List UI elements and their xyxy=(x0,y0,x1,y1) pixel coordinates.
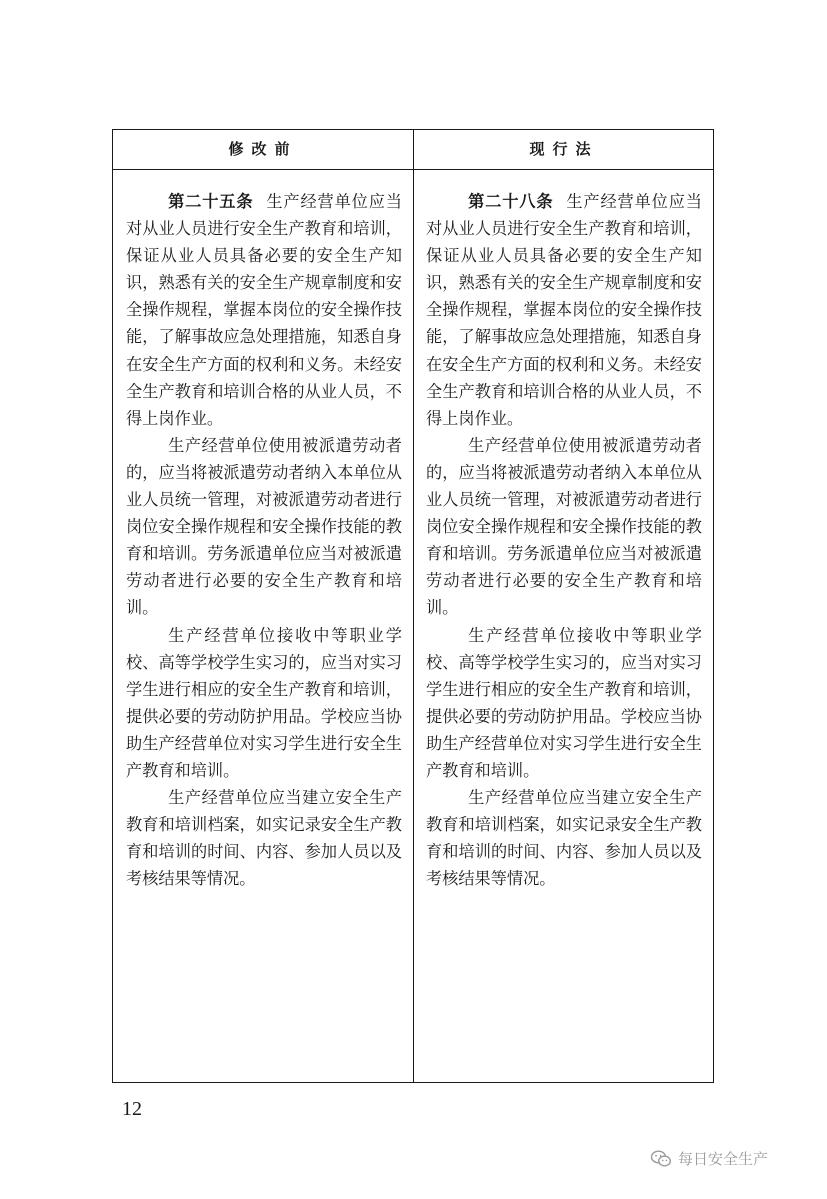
paragraph-text: 生产经营单位应当对从业人员进行安全生产教育和培训，保证从业人员具备必要的安全生产知识，熟悉有关的安全生产规章制度和安全操作规程，掌握本岗位的安全操作技能，了解事故应急处理措施，知悉自身在安全生产方面的权利和义务。未经安全生产教育和培训合格的从业人员，不得上岗作业。 xyxy=(426,192,702,428)
paragraph-4: 生产经营单位应当建立安全生产教育和培训档案，如实记录安全生产教育和培训的时间、内容、参加人员以及考核结果等情况。 xyxy=(126,788,402,889)
article-number: 第二十八条 xyxy=(468,192,554,211)
column-current-law xyxy=(426,188,702,892)
column-before-revision xyxy=(126,188,402,892)
paragraph-text: 生产经营单位应当对从业人员进行安全生产教育和培训，保证从业人员具备必要的安全生产知识，熟悉有关的安全生产规章制度和安全操作规程，掌握本岗位的安全操作技能，了解事故应急处理措施，知悉自身在安全生产方面的权利和义务。未经安全生产教育和培训合格的从业人员，不得上岗作业。 xyxy=(126,192,402,428)
wechat-icon xyxy=(650,1149,672,1169)
watermark xyxy=(650,1148,768,1169)
comparison-table xyxy=(112,129,714,1083)
article-number: 第二十五条 xyxy=(168,192,254,211)
page-number: 12 xyxy=(122,1098,142,1120)
paragraph-2: 生产经营单位使用被派遣劳动者的，应当将被派遣劳动者纳入本单位从业人员统一管理，对被派遣劳动者进行岗位安全操作规程和安全操作技能的教育和培训。劳务派遣单位应当对被派遣劳动者进行必要的安全生产教育和培训。 xyxy=(126,435,402,618)
paragraph-1 xyxy=(126,188,402,432)
header-divider xyxy=(113,169,713,170)
paragraph-3: 生产经营单位接收中等职业学校、高等学校学生实习的，应当对实习学生进行相应的安全生产教育和培训，提供必要的劳动防护用品。学校应当协助生产经营单位对实习学生进行安全生产教育和培训。 xyxy=(126,625,402,780)
paragraph-2: 生产经营单位使用被派遣劳动者的，应当将被派遣劳动者纳入本单位从业人员统一管理，对被派遣劳动者进行岗位安全操作规程和安全操作技能的教育和培训。劳务派遣单位应当对被派遣劳动者进行必要的安全生产教育和培训。 xyxy=(426,435,702,618)
header-current-law: 现行法 xyxy=(529,140,599,158)
header-before-revision: 修改前 xyxy=(228,140,298,158)
column-divider xyxy=(413,130,414,1082)
paragraph-3: 生产经营单位接收中等职业学校、高等学校学生实习的，应当对实习学生进行相应的安全生产教育和培训，提供必要的劳动防护用品。学校应当协助生产经营单位对实习学生进行安全生产教育和培训。 xyxy=(426,625,702,780)
paragraph-4: 生产经营单位应当建立安全生产教育和培训档案，如实记录安全生产教育和培训的时间、内容、参加人员以及考核结果等情况。 xyxy=(426,788,702,889)
paragraph-1 xyxy=(426,188,702,432)
watermark-text: 每日安全生产 xyxy=(678,1150,769,1168)
